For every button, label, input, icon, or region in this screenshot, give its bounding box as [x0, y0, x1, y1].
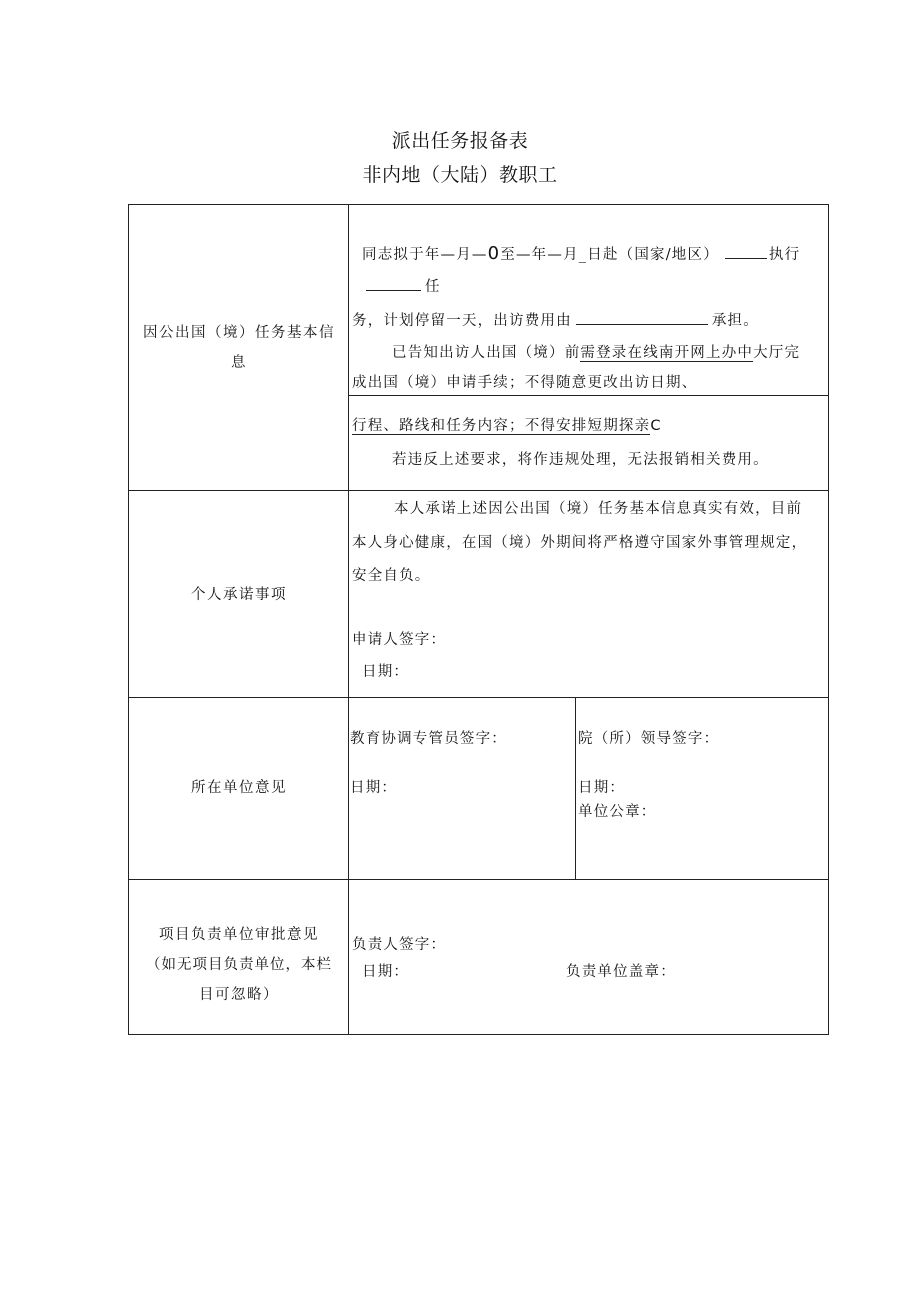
row-divider-2 — [128, 697, 829, 698]
task-blank[interactable] — [366, 276, 421, 291]
section1-line4 — [392, 343, 800, 363]
coordinator-signature-label: 教育协调专管员签字： — [350, 731, 507, 747]
opinion-column-divider — [575, 697, 576, 879]
page-title: 派出任务报备表 — [391, 130, 529, 152]
unit-seal-label: 单位公章： — [578, 804, 657, 820]
section1-line2-suffix: 任 — [425, 279, 441, 295]
section2-line3: 安全自负。 — [352, 568, 431, 584]
section1-line2 — [366, 276, 441, 297]
section1-line7: 若违反上述要求，将作违规处理，无法报销相关费用。 — [392, 452, 769, 468]
section4-label — [130, 920, 348, 1010]
section1-label-line1: 因公出国（境）任务基本信 — [143, 325, 335, 341]
section1-line1-exec: 执行 — [768, 247, 801, 263]
column-divider — [348, 204, 349, 1035]
section1-line1-dest: 至—年—月_日赴（国家/地区） — [500, 247, 719, 263]
section1-line4-b: 需登录在线南开网上办中 — [580, 345, 754, 361]
section1-line1-date: 同志拟于年—月— — [362, 247, 488, 263]
country-blank[interactable] — [725, 244, 767, 259]
section1-line6 — [352, 416, 662, 436]
responsible-signature-label: 负责人签字： — [352, 937, 447, 953]
expense-blank[interactable] — [576, 310, 708, 325]
section4-label-line3: 目可忽略） — [199, 987, 279, 1003]
responsible-seal-label: 负责单位盖章： — [566, 964, 676, 980]
section2-label: 个人承诺事项 — [191, 587, 287, 603]
section1-line4-a: 已告知出访人出国（境）前 — [392, 345, 581, 361]
section4-label-line1: 项目负责单位审批意见 — [159, 927, 319, 943]
section1-line3-end: 承担。 — [711, 313, 759, 329]
responsible-date-label: 日期： — [362, 964, 410, 980]
section1-line6-b: C — [650, 418, 662, 434]
applicant-signature-label: 申请人签字： — [352, 632, 447, 648]
section1-line1-zero: 0 — [487, 243, 501, 264]
row-divider-inner — [348, 395, 829, 396]
section1-line6-a: 行程、路线和任务内容；不得安排短期探亲 — [352, 418, 651, 434]
section1-line3-text: 务，计划停留一天，出访费用由 — [352, 313, 572, 329]
section2-line2: 本人身心健康，在国（境）外期间将严格遵守国家外事管理规定， — [352, 535, 808, 551]
row-divider-1 — [128, 490, 829, 491]
section4-label-line2: （如无项目负责单位，本栏 — [146, 957, 332, 973]
section2-line1: 本人承诺上述因公出国（境）任务基本信息真实有效，目前 — [394, 501, 803, 517]
applicant-date-label: 日期： — [362, 664, 410, 680]
leader-signature-label: 院（所）领导签字： — [578, 731, 720, 747]
section1-label — [130, 318, 348, 378]
coordinator-date-label: 日期： — [350, 780, 398, 796]
section3-label: 所在单位意见 — [191, 780, 287, 796]
leader-date-label: 日期： — [578, 780, 626, 796]
section1-line4-c: 大厅完 — [753, 345, 801, 361]
section1-line3 — [352, 310, 759, 331]
section1-label-line2: 息 — [231, 355, 247, 371]
row-divider-3 — [128, 879, 829, 880]
page-subtitle: 非内地（大陆）教职工 — [362, 164, 558, 186]
section1-line5: 成出国（境）申请手续；不得随意更改出访日期、 — [352, 375, 698, 391]
section1-line1 — [362, 244, 800, 265]
